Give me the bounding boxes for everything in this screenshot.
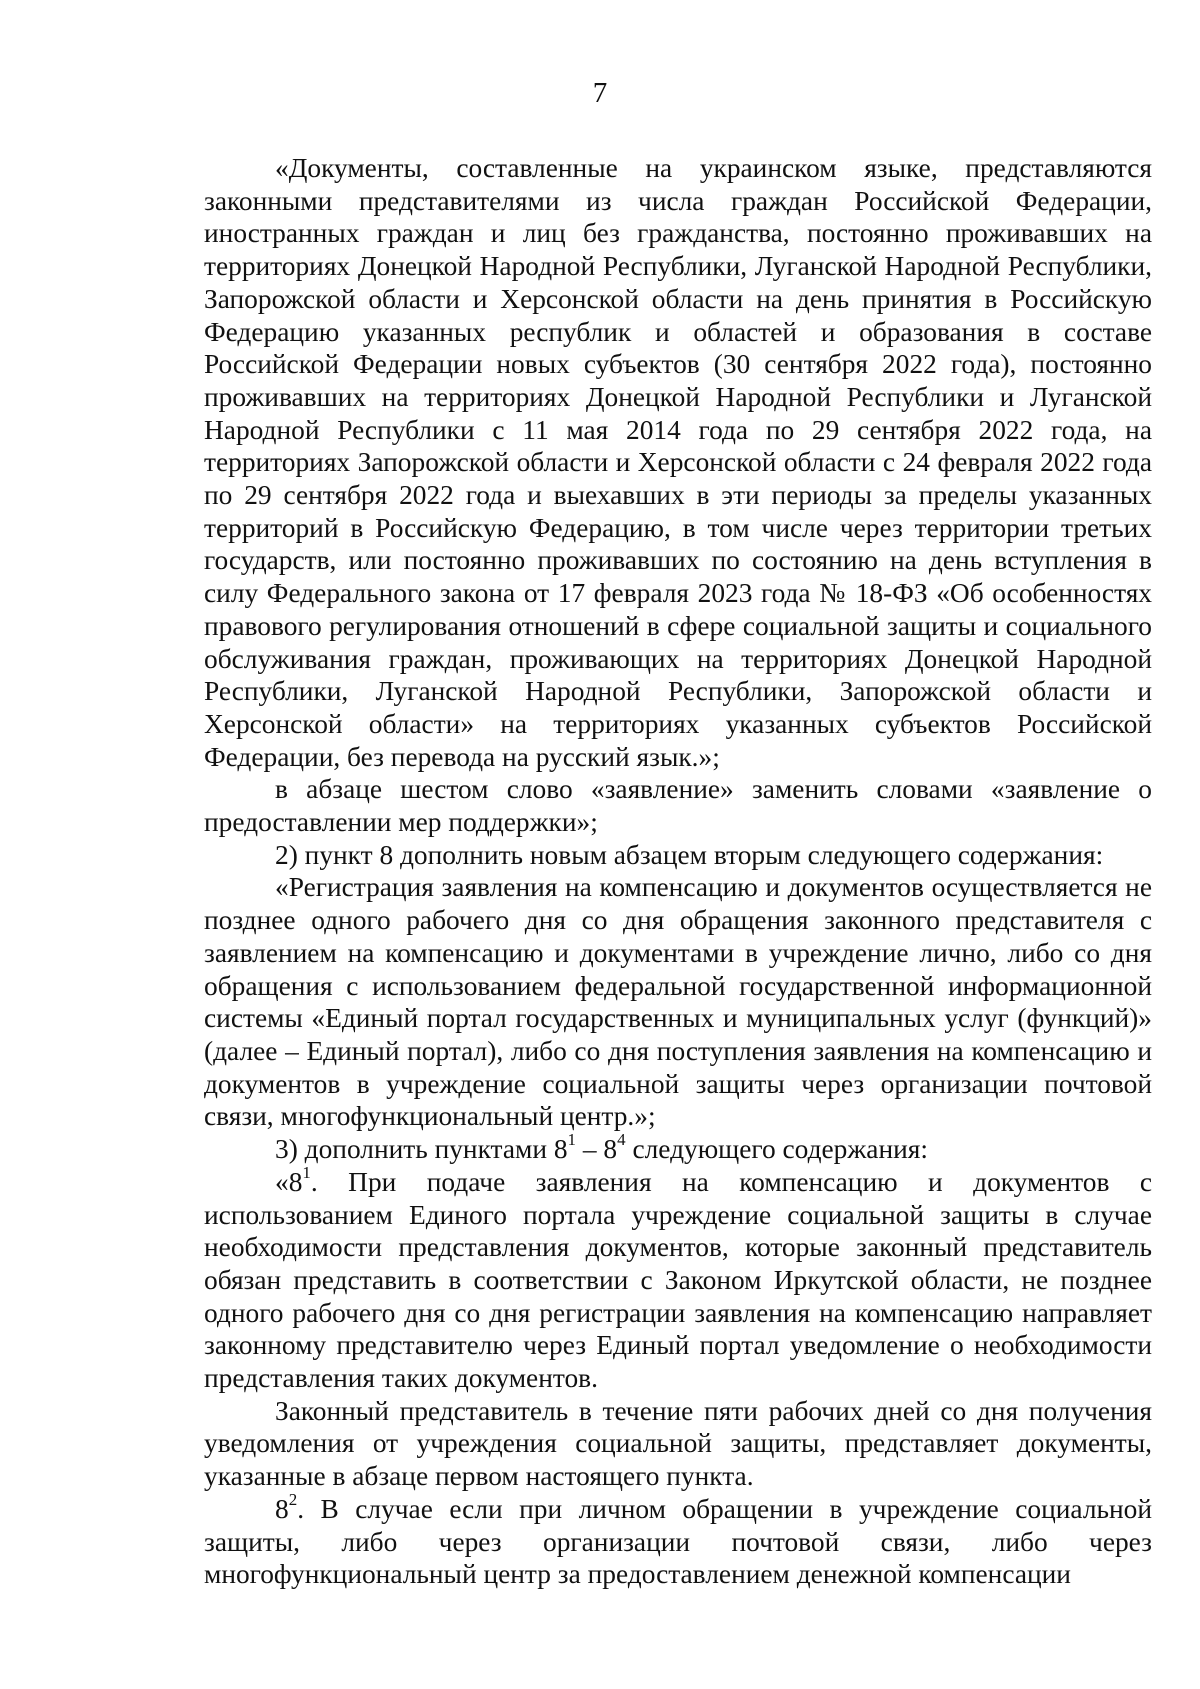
point-8-2-number: 8 <box>275 1493 289 1524</box>
superscript: 1 <box>567 1130 577 1150</box>
page-number: 7 <box>592 77 608 109</box>
paragraph-legal-representative: Законный представитель в течение пяти рабочих дней со дня получения уведомления от учреждения социальной защиты, представляет документы, указанные в абзаце первом настоящего пункта. <box>204 1395 1152 1492</box>
paragraph-registration: «Регистрация заявления на компенсацию и документов осуществляется не позднее одного рабочего дня со дня обращения законного представителя с заявлением на компенсацию и документами в учреждение лично, либо со дня обращения с использованием федеральной государственной информационной системы «Единый портал государственных и муниципальных услуг (функций)» (далее – Единый портал), либо со дня поступления заявления на компенсацию и документов в учреждение социальной защиты через организации почтовой связи, многофункциональный центр.»; <box>204 872 1152 1132</box>
paragraph-item-2: 2) пункт 8 дополнить новым абзацем вторым следующего содержания: <box>275 839 1104 870</box>
paragraph-item-3 <box>204 1130 1152 1166</box>
item-3-text-end: следующего содержания: <box>625 1134 928 1165</box>
superscript: 2 <box>288 1490 298 1510</box>
paragraph-abzac-six: в абзаце шестом слово «заявление» заменить словами «заявление о предоставлении мер поддержки»; <box>204 774 1152 838</box>
superscript: 1 <box>302 1163 311 1183</box>
point-8-2-text: . В случае если при личном обращении в учреждение социальной защиты, либо через организации почтовой связи, либо через многофункциональный центр за предоставлением денежной компенсации <box>204 1493 1152 1590</box>
paragraph-documents-ukrainian: «Документы, составленные на украинском языке, представляются законными представителями из числа граждан Российской Федерации, иностранных граждан и лиц без гражданства, постоянно проживавших на территориях Донецкой Народной Республики, Луганской Народной Республики, Запорожской области и Херсонской области на день принятия в Российскую Федерацию указанных республик и областей и образования в составе Российской Федерации новых субъектов (30 сентября 2022 года), постоянно проживавших на территориях Донецкой Народной Республики и Луганской Народной Республики с 11 мая 2014 года по 29 сентября 2022 года, на территориях Запорожской области и Херсонской области с 24 февраля 2022 года по 29 сентября 2022 года и выехавших в эти периоды за пределы указанных территорий в Российскую Федерацию, в том числе через территории третьих государств, или постоянно проживавших по состоянию на день вступления в силу Федерального закона от 17 февраля 2023 года № 18-ФЗ «Об особенностях правового регулирования отношений в сфере социальной защиты и социального обслуживания граждан, проживающих на территориях Донецкой Народной Республики, Луганской Народной Республики, Запорожской области и Херсонской области» на территориях указанных субъектов Российской Федерации, без перевода на русский язык.»; <box>204 153 1152 772</box>
item-3-text-middle: – 8 <box>576 1134 618 1165</box>
paragraph-8-1 <box>204 1163 1152 1395</box>
item-3-text-start: 3) дополнить пунктами 8 <box>275 1134 568 1165</box>
superscript: 4 <box>617 1130 626 1150</box>
paragraph-8-2 <box>204 1490 1152 1591</box>
document-body <box>204 152 1152 1591</box>
point-8-1-text: . При подаче заявления на компенсацию и документов с использованием Единого портала учреждение социальной защиты в случае необходимости представления документов, которые законный представитель обязан представить в соответствии с Законом Иркутской области, не позднее одного рабочего дня со дня регистрации заявления на компенсацию направляет законному представителю через Единый портал уведомление о необходимости представления таких документов. <box>204 1166 1152 1394</box>
point-8-1-number: «8 <box>275 1166 303 1197</box>
